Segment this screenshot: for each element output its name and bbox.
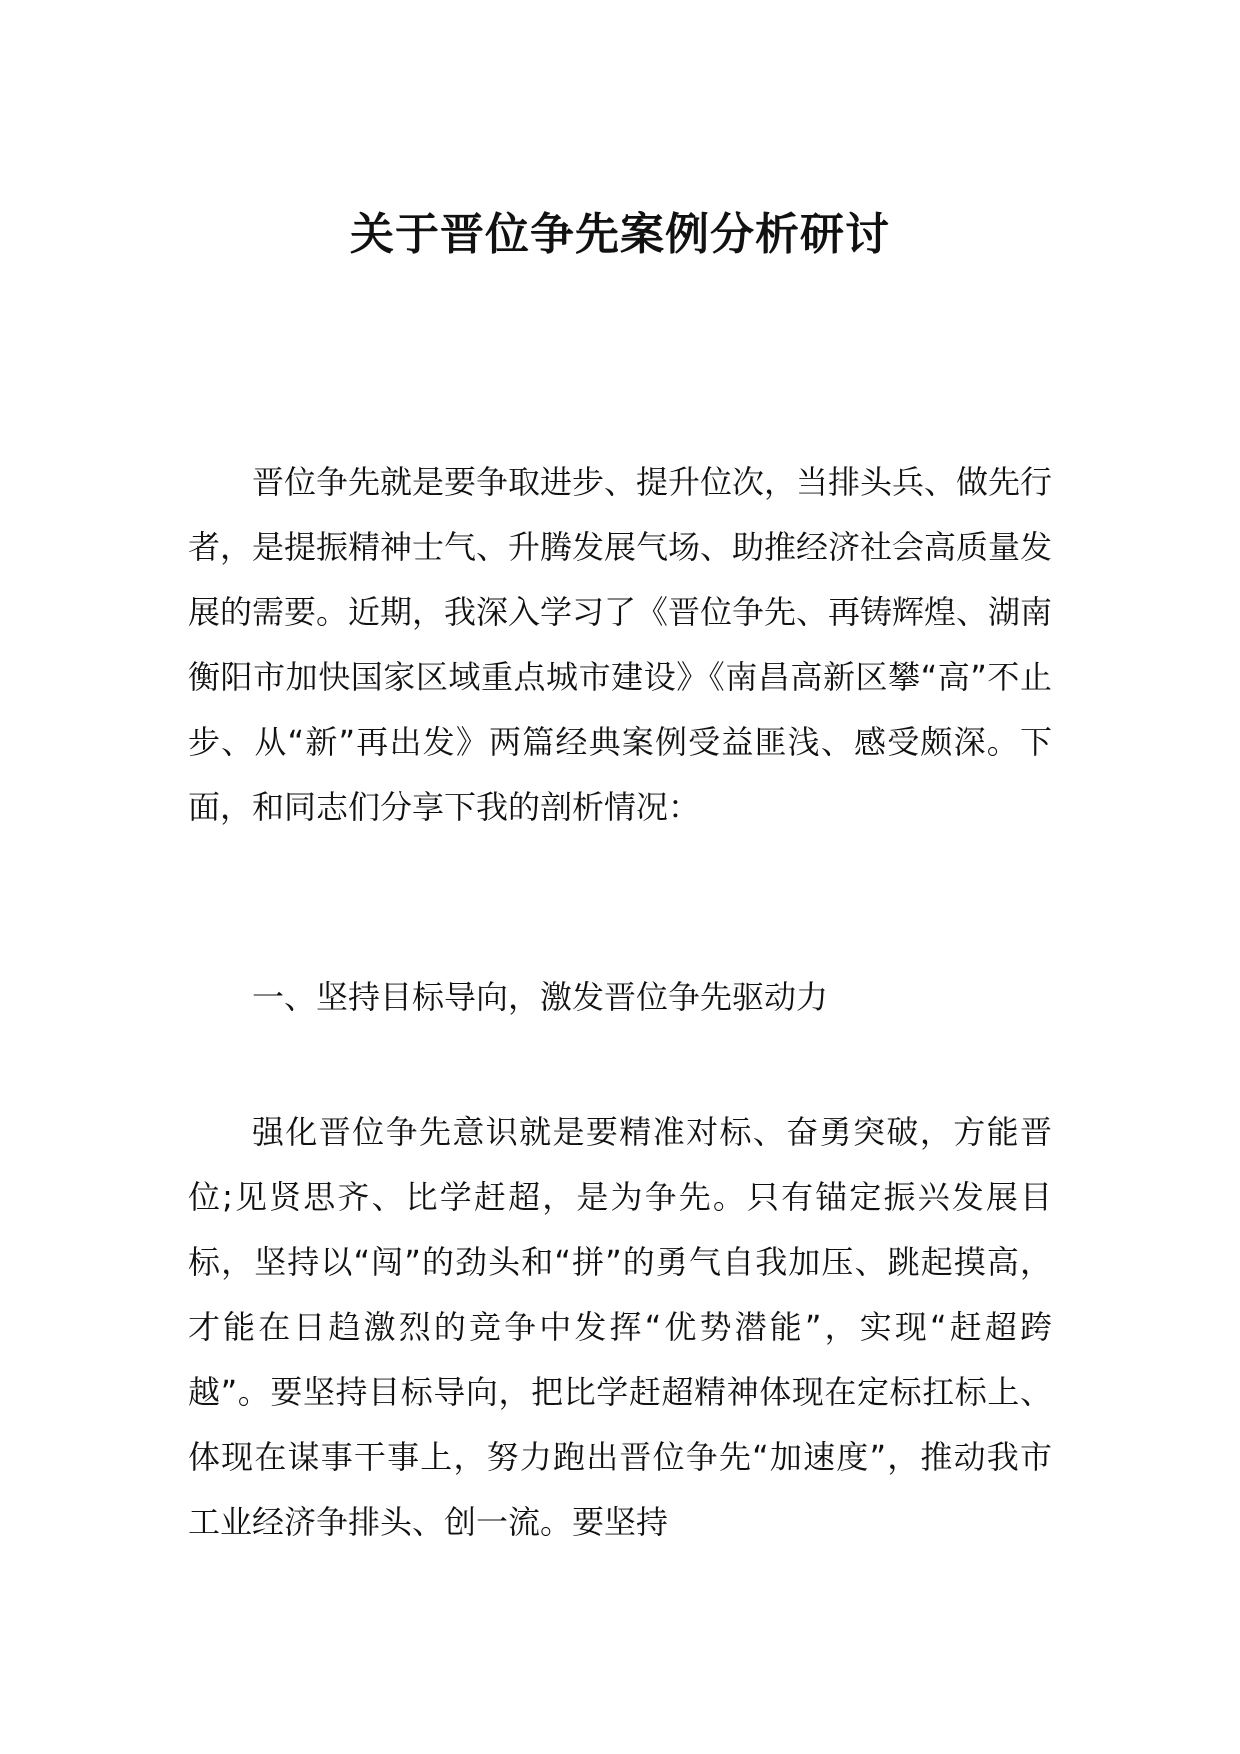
paragraph-section-1: 强化晋位争先意识就是要精准对标、奋勇突破，方能晋位;见贤思齐、比学赶超，是为争先。只有锚定振兴发展目标，坚持以“闯”的劲头和“拼”的勇气自我加压、跳起摸高，才能在日趋激烈的竞争中发挥“优势潜能”，实现“赶超跨越”。要坚持目标导向，把比学赶超精神体现在定标扛标上、体现在谋事干事上，努力跑出晋位争先“加速度”，推动我市工业经济争排头、创一流。要坚持	[188, 1113, 1052, 1541]
section-heading-1: 一、坚持目标导向，激发晋位争先驱动力	[252, 978, 829, 1016]
document-title: 关于晋位争先案例分析研讨	[350, 209, 890, 260]
paragraph-intro: 晋位争先就是要争取进步、提升位次，当排头兵、做先行者，是提振精神士气、升腾发展气场、助推经济社会高质量发展的需要。近期，我深入学习了《晋位争先、再铸辉煌、湖南衡阳市加快国家区域重点城市建设》《南昌高新区攀“高”不止步、从“新”再出发》两篇经典案例受益匪浅、感受颇深。下面，和同志们分享下我的剖析情况：	[188, 463, 1053, 826]
